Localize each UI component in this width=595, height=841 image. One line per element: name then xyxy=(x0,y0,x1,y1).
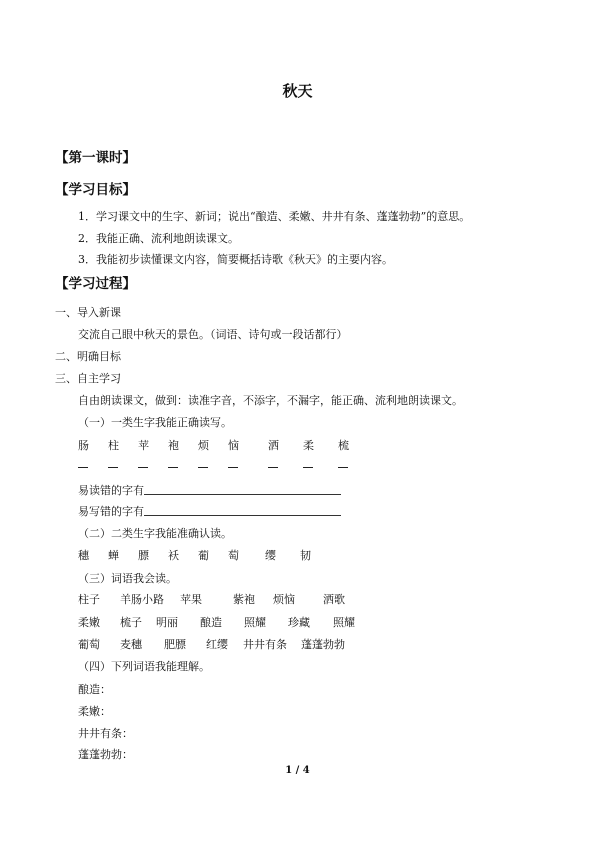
part-heading: （四）下列词语我能理解。 xyxy=(78,660,210,673)
section-period-heading: 【第一课时】 xyxy=(55,150,136,166)
char-item: 柔 xyxy=(303,439,314,452)
goal-item: 3．我能初步读懂课文内容，简要概括诗歌《秋天》的主要内容。 xyxy=(78,253,393,266)
word-item: 烦恼 xyxy=(273,593,295,606)
part-heading: （二）二类生字我能准确认读。 xyxy=(78,527,232,540)
write-blank xyxy=(138,467,148,468)
word-item: 照耀 xyxy=(244,616,266,629)
write-blank xyxy=(168,467,178,468)
write-blank xyxy=(198,467,208,468)
char-item: 烦 xyxy=(198,439,209,452)
word-item: 照耀 xyxy=(333,616,355,629)
part-heading: （一）一类生字我能正确读写。 xyxy=(78,416,232,429)
easy-read-blank xyxy=(144,494,341,495)
step-heading: 一、导入新课 xyxy=(55,306,121,319)
char-item: 蝉 xyxy=(108,549,119,562)
write-blank xyxy=(338,467,348,468)
word-item: 梳子 xyxy=(120,616,142,629)
char-item: 袄 xyxy=(168,549,179,562)
section-goals-heading: 【学习目标】 xyxy=(55,182,136,198)
word-item: 柔嫩 xyxy=(78,616,100,629)
easy-write-blank xyxy=(144,515,341,516)
word-item: 紫袍 xyxy=(233,593,255,606)
char-item: 肠 xyxy=(78,439,89,452)
write-blank xyxy=(303,467,313,468)
term-item: 柔嫩： xyxy=(78,705,111,718)
char-item: 膘 xyxy=(138,549,149,562)
char-item: 袍 xyxy=(168,439,179,452)
word-item: 肥膘 xyxy=(164,638,186,651)
term-item: 井井有条： xyxy=(78,727,133,740)
char-item: 洒 xyxy=(268,439,279,452)
goal-item: 1．学习课文中的生字、新词；说出“酿造、柔嫩、井井有条、蓬蓬勃勃”的意思。 xyxy=(78,210,471,223)
char-item: 萄 xyxy=(228,549,239,562)
section-process-heading: 【学习过程】 xyxy=(55,276,136,292)
write-blank xyxy=(78,467,88,468)
term-item: 酿造： xyxy=(78,683,111,696)
word-item: 珍藏 xyxy=(288,616,310,629)
page-number: 1 / 4 xyxy=(285,765,310,776)
word-item: 井井有条 xyxy=(243,638,287,651)
step-text: 自由朗读课文，做到：读准字音，不添字，不漏字，能正确、流利地朗读课文。 xyxy=(78,394,463,407)
char-item: 葡 xyxy=(198,549,209,562)
step-heading: 二、明确目标 xyxy=(55,350,121,363)
char-item: 缨 xyxy=(265,549,276,562)
char-item: 恼 xyxy=(228,439,239,452)
word-item: 红缨 xyxy=(206,638,228,651)
write-blank xyxy=(268,467,278,468)
char-item: 梳 xyxy=(338,439,349,452)
char-item: 穗 xyxy=(78,549,89,562)
char-item: 苹 xyxy=(138,439,149,452)
term-item: 蓬蓬勃勃： xyxy=(78,748,133,761)
word-item: 洒歌 xyxy=(323,593,345,606)
write-blank xyxy=(108,467,118,468)
word-item: 苹果 xyxy=(180,593,202,606)
write-blank xyxy=(228,467,238,468)
page-title: 秋天 xyxy=(282,82,313,100)
step-heading: 三、自主学习 xyxy=(55,372,121,385)
goal-item: 2．我能正确、流利地朗读课文。 xyxy=(78,232,239,245)
char-item: 韧 xyxy=(300,549,311,562)
word-item: 酿造 xyxy=(200,616,222,629)
word-item: 明丽 xyxy=(156,616,178,629)
word-item: 葡萄 xyxy=(78,638,100,651)
easy-write-label: 易写错的字有 xyxy=(78,505,144,518)
part-heading: （三）词语我会读。 xyxy=(78,572,177,585)
char-item: 柱 xyxy=(108,439,119,452)
easy-read-label: 易读错的字有 xyxy=(78,484,144,497)
word-item: 羊肠小路 xyxy=(120,593,164,606)
word-item: 蓬蓬勃勃 xyxy=(301,638,345,651)
step-text: 交流自己眼中秋天的景色。（词语、诗句或一段话都行） xyxy=(78,328,348,341)
word-item: 麦穗 xyxy=(120,638,142,651)
word-item: 柱子 xyxy=(78,593,100,606)
